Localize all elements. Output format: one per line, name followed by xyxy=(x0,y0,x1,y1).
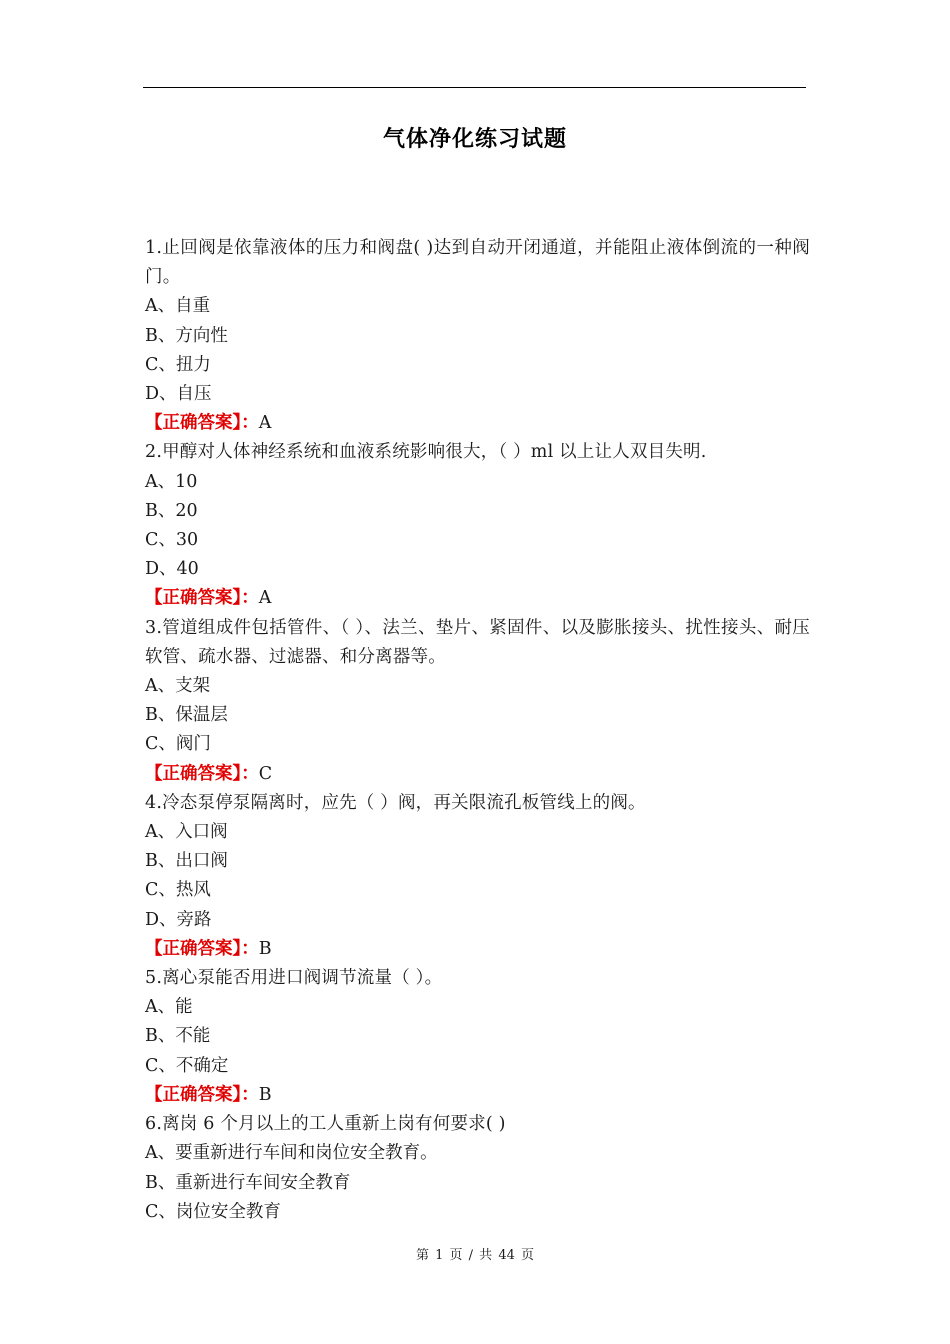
option-c: C、热风 xyxy=(145,880,211,901)
question-stem: 1.止回阀是依靠液体的压力和阀盘( )达到自动开闭通道，并能阻止液体倒流的一种阀门。 xyxy=(145,238,810,288)
question-list xyxy=(145,234,810,1227)
option-d: D、40 xyxy=(145,559,199,580)
header-rule xyxy=(143,87,806,88)
option-a: A、10 xyxy=(145,471,198,492)
option-b: B、不能 xyxy=(145,1026,211,1047)
question-stem: 5.离心泵能否用进口阀调节流量（ ）。 xyxy=(145,968,443,989)
option-c: C、30 xyxy=(145,530,199,551)
answer-label: 【正确答案】： xyxy=(145,1084,259,1105)
question-item xyxy=(145,614,810,789)
answer-line xyxy=(145,935,810,964)
option-b: B、方向性 xyxy=(145,325,228,346)
answer-value: A xyxy=(258,413,272,434)
question-item xyxy=(145,789,810,964)
page-footer: 第 1 页 / 共 44 页 xyxy=(416,1248,534,1263)
question-stem: 3.管道组成件包括管件、（ ）、法兰、垫片、紧固件、以及膨胀接头、扰性接头、耐压软管、疏水器、过滤器、和分离器等。 xyxy=(145,617,810,667)
question-stem: 6.离岗 6 个月以上的工人重新上岗有何要求( ) xyxy=(145,1114,506,1135)
option-c: C、扭力 xyxy=(145,354,211,375)
question-item xyxy=(145,1110,810,1227)
answer-value: B xyxy=(258,1084,272,1105)
option-a: A、能 xyxy=(145,997,193,1018)
answer-value: A xyxy=(258,588,272,609)
option-b: B、出口阀 xyxy=(145,851,228,872)
question-stem: 4.冷态泵停泵隔离时，应先（ ）阀，再关限流孔板管线上的阀。 xyxy=(145,792,646,813)
answer-label: 【正确答案】： xyxy=(145,763,259,784)
option-c: C、不确定 xyxy=(145,1055,229,1076)
answer-label: 【正确答案】： xyxy=(145,413,259,434)
option-b: B、重新进行车间安全教育 xyxy=(145,1172,351,1193)
answer-line xyxy=(145,409,810,438)
option-b: B、保温层 xyxy=(145,705,228,726)
question-item xyxy=(145,964,810,1110)
answer-value: B xyxy=(258,938,272,959)
option-d: D、自压 xyxy=(145,384,212,405)
option-b: B、20 xyxy=(145,500,198,521)
document-title: 气体净化练习试题 xyxy=(382,127,567,152)
answer-label: 【正确答案】： xyxy=(145,938,259,959)
question-stem: 2.甲醇对人体神经系统和血液系统影响很大，（ ）ml 以上让人双目失明. xyxy=(145,442,707,463)
option-a: A、自重 xyxy=(145,296,211,317)
answer-label: 【正确答案】： xyxy=(145,588,259,609)
question-item xyxy=(145,438,810,613)
option-a: A、支架 xyxy=(145,676,211,697)
option-d: D、旁路 xyxy=(145,909,212,930)
answer-line xyxy=(145,760,810,789)
answer-line xyxy=(145,1081,810,1110)
option-c: C、岗位安全教育 xyxy=(145,1201,281,1222)
answer-value: C xyxy=(258,763,273,784)
question-item xyxy=(145,234,810,438)
option-c: C、阀门 xyxy=(145,734,211,755)
option-a: A、要重新进行车间和岗位安全教育。 xyxy=(145,1143,438,1164)
option-a: A、入口阀 xyxy=(145,822,228,843)
answer-line xyxy=(145,584,810,613)
